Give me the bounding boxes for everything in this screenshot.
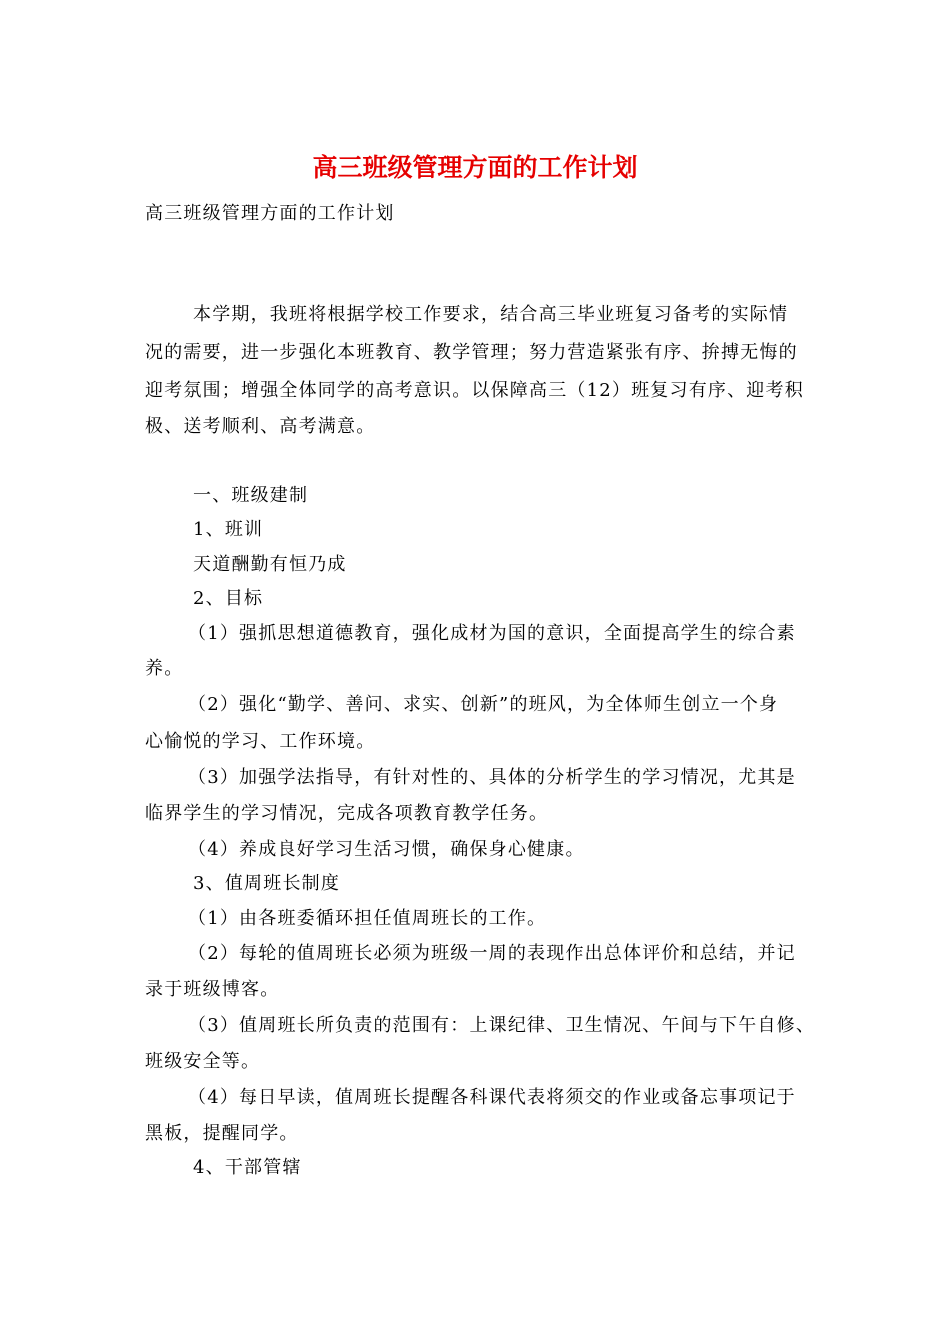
intro-line: 极、送考顺利、高考满意。: [145, 416, 376, 437]
rule-line: （1）由各班委循环担任值周班长的工作。: [188, 908, 547, 929]
intro-line: 本学期，我班将根据学校工作要求，结合高三毕业班复习备考的实际情: [193, 304, 789, 325]
rule-line: （3）值周班长所负责的范围有：上课纪律、卫生情况、午间与下午自修、: [188, 1015, 816, 1036]
goal-line: （3）加强学法指导，有针对性的、具体的分析学生的学习情况，尤其是: [188, 767, 796, 788]
intro-line: 迎考氛围；增强全体同学的高考意识。以保障高三（12）班复习有序、迎考积: [145, 380, 804, 401]
goal-line: （4）养成良好学习生活习惯，确保身心健康。: [188, 839, 585, 860]
item-heading: 3、值周班长制度: [193, 873, 341, 894]
intro-line: 况的需要，进一步强化本班教育、教学管理；努力营造紧张有序、拚搏无悔的: [145, 342, 798, 363]
goal-line: （2）强化“勤学、善问、求实、创新”的班风，为全体师生创立一个身: [188, 694, 779, 715]
rule-line: 班级安全等。: [145, 1051, 261, 1072]
item-heading: 1、班训: [193, 519, 264, 540]
goal-line: （1）强抓思想道德教育，强化成材为国的意识，全面提高学生的综合素: [188, 623, 796, 644]
item-heading: 4、干部管辖: [193, 1157, 302, 1178]
section-heading: 一、班级建制: [193, 485, 309, 506]
rule-line: 黑板，提醒同学。: [145, 1123, 299, 1144]
document-title: 高三班级管理方面的工作计划: [312, 153, 638, 182]
goal-line: 心愉悦的学习、工作环境。: [145, 731, 376, 752]
rule-line: （4）每日早读，值周班长提醒各科课代表将须交的作业或备忘事项记于: [188, 1087, 796, 1108]
item-heading: 2、目标: [193, 588, 264, 609]
rule-line: （2）每轮的值周班长必须为班级一周的表现作出总体评价和总结，并记: [188, 943, 796, 964]
document-subtitle: 高三班级管理方面的工作计划: [145, 203, 395, 224]
goal-line: 临界学生的学习情况，完成各项教育教学任务。: [145, 803, 549, 824]
goal-line: 养。: [145, 658, 184, 679]
class-motto: 天道酬勤有恒乃成: [193, 554, 347, 575]
rule-line: 录于班级博客。: [145, 979, 280, 1000]
